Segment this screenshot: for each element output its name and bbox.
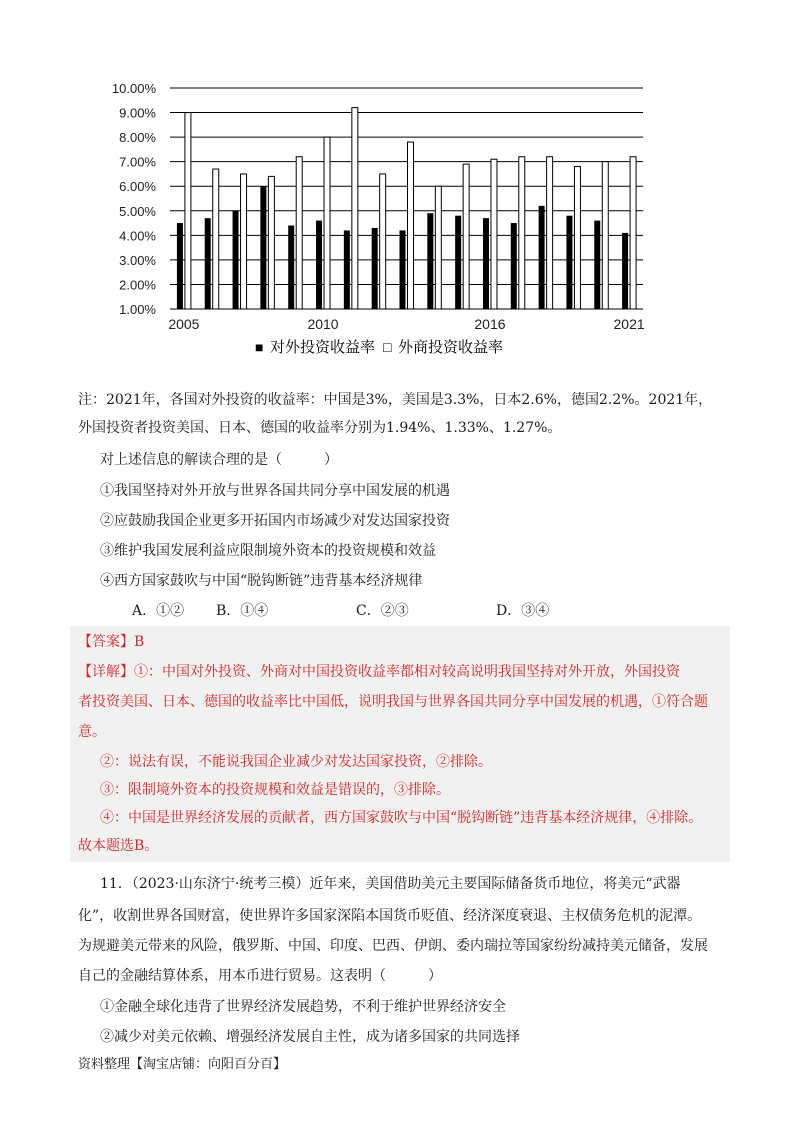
bar-outward-yield <box>455 216 461 309</box>
q11-line-1: 11．（2023·山东济宁·统考三模）近年来，美国借助美元主要国际储备货币地位，将美元“武器 <box>100 876 681 892</box>
chart-legend <box>255 338 503 356</box>
bar-outward-yield <box>344 230 350 309</box>
bar-inward-yield <box>213 169 219 309</box>
note-line-1: 注：2021年，各国对外投资的收益率：中国是3%，美国是3.3%，日本2.6%，德国2.2%。2021年， <box>78 392 713 408</box>
answer-explanation-box <box>70 626 730 862</box>
statement-1: ①我国坚持对外开放与世界各国共同分享中国发展的机遇 <box>100 483 450 499</box>
bar-outward-yield <box>316 221 322 309</box>
bar-inward-yield <box>574 167 580 309</box>
q11-line-2: 化”，收割世界各国财富，使世界许多国家深陷本国货币贬值、经济深度衰退、主权债务危机的泥潭。 <box>78 908 702 924</box>
detail-line-1: 【详解】①：中国对外投资、外商对中国投资收益率都相对较高说明我国坚持对外开放，外国投资 <box>78 664 680 680</box>
bar-outward-yield <box>539 206 545 309</box>
q11-statement-1: ①金融全球化违背了世界经济发展趋势，不利于维护世界经济安全 <box>100 999 506 1015</box>
option-d[interactable]: D．③④ <box>496 603 550 619</box>
bar-inward-yield <box>380 174 386 309</box>
bar-outward-yield <box>511 223 517 309</box>
y-tick-label: 9.00% <box>119 105 156 121</box>
y-tick-label: 7.00% <box>119 154 156 170</box>
bar-inward-yield <box>296 157 302 309</box>
legend-marker-inward: □ <box>383 339 392 355</box>
bar-outward-yield <box>288 226 294 309</box>
y-tick-label: 2.00% <box>119 277 156 293</box>
x-tick-label: 2005 <box>168 316 200 332</box>
detail-line-4: ②：说法有误，不能说我国企业减少对发达国家投资，②排除。 <box>100 754 492 770</box>
y-axis-tick-labels <box>112 81 157 317</box>
investment-yield-chart <box>95 72 655 362</box>
option-c[interactable]: C．②③ <box>356 603 409 619</box>
x-tick-label: 2016 <box>474 316 506 332</box>
detail-line-6: ④：中国是世界经济发展的贡献者，西方国家鼓吹与中国“脱钩断链”违背基本经济规律，④排除。 <box>100 810 703 826</box>
y-tick-label: 6.00% <box>119 179 156 195</box>
footer-source: 资料整理【淘宝店铺：向阳百分百】 <box>78 1057 287 1072</box>
bar-inward-yield <box>435 186 441 309</box>
bar-inward-yield <box>463 164 469 309</box>
bar-outward-yield <box>594 221 600 309</box>
bar-inward-yield <box>352 108 358 309</box>
bar-inward-yield <box>630 157 636 309</box>
bar-outward-yield <box>622 233 628 309</box>
answer-line: 【答案】B <box>78 634 145 650</box>
legend-marker-outward: ■ <box>255 339 264 355</box>
detail-line-2: 者投资美国、日本、德国的收益率比中国低，说明我国与世界各国共同分享中国发展的机遇，①符合题 <box>78 694 708 710</box>
bar-inward-yield <box>547 157 553 309</box>
bar-outward-yield <box>233 211 239 309</box>
detail-line-5: ③：限制境外资本的投资规模和效益是错误的，③排除。 <box>100 782 450 798</box>
detail-line-3: 意。 <box>78 724 106 740</box>
q11-line-3: 为规避美元带来的风险，俄罗斯、中国、印度、巴西、伊朗、委内瑞拉等国家纷纷减持美元储备，发展 <box>78 938 708 954</box>
statement-3: ③维护我国发展利益应限制境外资本的投资规模和效益 <box>100 543 436 559</box>
bar-inward-yield <box>241 174 247 309</box>
bar-inward-yield <box>491 159 497 309</box>
statement-2: ②应鼓励我国企业更多开拓国内市场减少对发达国家投资 <box>100 513 450 529</box>
bar-outward-yield <box>260 186 266 309</box>
statement-4: ④西方国家鼓吹与中国“脱钩断链”违背基本经济规律 <box>100 573 423 589</box>
bar-outward-yield <box>177 223 183 309</box>
y-tick-label: 1.00% <box>119 302 156 317</box>
bar-outward-yield <box>483 218 489 309</box>
bar-inward-yield <box>408 142 414 309</box>
legend-label-outward: 对外投资收益率 <box>270 339 376 356</box>
y-tick-label: 8.00% <box>119 130 156 146</box>
option-a[interactable]: A．①② <box>132 603 185 619</box>
x-axis-tick-labels <box>168 316 645 332</box>
bar-outward-yield <box>205 218 211 309</box>
bar-inward-yield <box>519 157 525 309</box>
bar-inward-yield <box>324 137 330 309</box>
chart-bars <box>177 108 636 309</box>
bar-outward-yield <box>372 228 378 309</box>
question-stem: 对上述信息的解读合理的是（ ） <box>100 452 338 468</box>
y-tick-label: 10.00% <box>111 81 156 96</box>
q11-statement-2: ②减少对美元依赖、增强经济发展自主性，成为诸多国家的共同选择 <box>100 1029 520 1045</box>
y-tick-label: 5.00% <box>119 203 156 219</box>
q11-line-4: 自己的金融结算体系，用本币进行贸易。这表明（ ） <box>78 968 442 984</box>
bar-outward-yield <box>566 216 572 309</box>
bar-inward-yield <box>268 176 274 309</box>
answer-options <box>132 597 692 625</box>
x-tick-label: 2010 <box>307 316 339 332</box>
x-tick-label: 2021 <box>613 316 645 332</box>
detail-line-7: 故本题选B。 <box>78 838 159 854</box>
legend-label-inward: 外商投资收益率 <box>398 339 504 356</box>
bar-inward-yield <box>602 162 608 309</box>
y-tick-label: 4.00% <box>119 228 156 244</box>
option-b[interactable]: B．①④ <box>216 603 269 619</box>
bar-outward-yield <box>427 213 433 309</box>
y-tick-label: 3.00% <box>119 252 156 268</box>
bar-inward-yield <box>185 113 191 309</box>
bar-outward-yield <box>400 230 406 309</box>
note-line-2: 外国投资者投资美国、日本、德国的收益率分别为1.94%、1.33%、1.27%。 <box>78 420 562 436</box>
